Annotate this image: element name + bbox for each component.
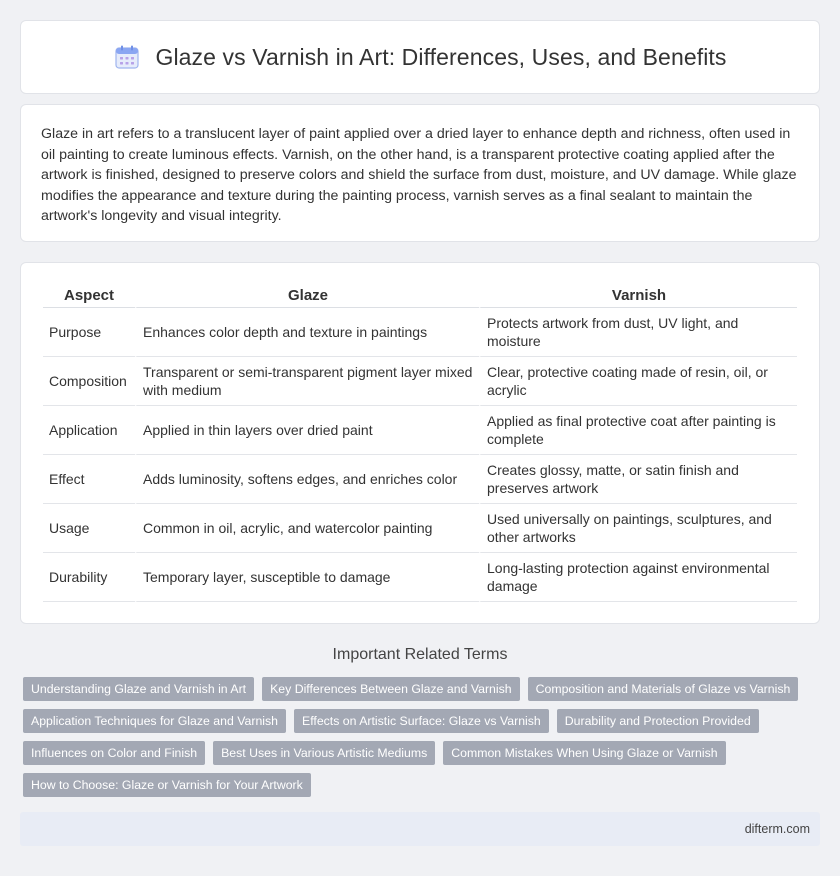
related-terms-list	[23, 677, 823, 797]
cell-varnish: Clear, protective coating made of resin, oil, or acrylic	[479, 357, 797, 406]
related-term-link[interactable]: Best Uses in Various Artistic Mediums	[213, 741, 435, 765]
related-term-link[interactable]: Durability and Protection Provided	[557, 709, 759, 733]
cell-glaze: Enhances color depth and texture in paintings	[135, 308, 479, 357]
column-header-glaze: Glaze	[135, 283, 479, 308]
related-term-link[interactable]: Key Differences Between Glaze and Varnish	[262, 677, 520, 701]
cell-aspect: Durability	[43, 553, 135, 602]
header-card	[20, 20, 820, 94]
table-row	[43, 504, 797, 553]
cell-glaze: Adds luminosity, softens edges, and enriches color	[135, 455, 479, 504]
related-term-link[interactable]: Common Mistakes When Using Glaze or Varnish	[443, 741, 725, 765]
table-row	[43, 357, 797, 406]
page-title: Glaze vs Varnish in Art: Differences, Uses, and Benefits	[155, 43, 727, 70]
cell-varnish: Creates glossy, matte, or satin finish and preserves artwork	[479, 455, 797, 504]
table-row	[43, 406, 797, 455]
related-term-link[interactable]: Composition and Materials of Glaze vs Varnish	[528, 677, 799, 701]
intro-paragraph: Glaze in art refers to a translucent layer of paint applied over a dried layer to enhance depth and richness, often used in oil painting to create luminous effects. Varnish, on the other hand, is a transparent protective coating applied after the artwork is finished, designed to preserve colors and shield the surface from dust, moisture, and UV damage. While glaze modifies the appearance and texture during the painting process, varnish serves as a final sealant to maintain the artwork's longevity and visual integrity.	[41, 126, 797, 225]
related-term-link[interactable]: Influences on Color and Finish	[23, 741, 205, 765]
comparison-table	[43, 283, 797, 602]
related-terms-heading: Important Related Terms	[332, 646, 508, 663]
cell-aspect: Purpose	[43, 308, 135, 357]
related-terms-section	[0, 646, 840, 664]
related-term-link[interactable]: Understanding Glaze and Varnish in Art	[23, 677, 254, 701]
cell-glaze: Common in oil, acrylic, and watercolor painting	[135, 504, 479, 553]
related-term-link[interactable]: Application Techniques for Glaze and Varnish	[23, 709, 286, 733]
cell-glaze: Applied in thin layers over dried paint	[135, 406, 479, 455]
cell-aspect: Composition	[43, 357, 135, 406]
cell-varnish: Used universally on paintings, sculptures, and other artworks	[479, 504, 797, 553]
column-header-aspect: Aspect	[43, 283, 135, 308]
cell-varnish: Long-lasting protection against environmental damage	[479, 553, 797, 602]
table-row	[43, 455, 797, 504]
cell-aspect: Effect	[43, 455, 135, 504]
table-row	[43, 553, 797, 602]
cell-varnish: Applied as final protective coat after painting is complete	[479, 406, 797, 455]
cell-aspect: Usage	[43, 504, 135, 553]
table-header-row	[43, 283, 797, 308]
header-title-wrap	[113, 43, 726, 71]
related-term-link[interactable]: How to Choose: Glaze or Varnish for Your Artwork	[23, 773, 311, 797]
cell-varnish: Protects artwork from dust, UV light, and moisture	[479, 308, 797, 357]
footer-bar	[20, 812, 820, 846]
comparison-card	[20, 262, 820, 624]
footer-site-name: difterm.com	[744, 822, 810, 836]
intro-card	[20, 104, 820, 242]
table-row	[43, 308, 797, 357]
column-header-varnish: Varnish	[479, 283, 797, 308]
cell-glaze: Temporary layer, susceptible to damage	[135, 553, 479, 602]
calendar-icon	[113, 43, 141, 71]
related-term-link[interactable]: Effects on Artistic Surface: Glaze vs Varnish	[294, 709, 549, 733]
cell-aspect: Application	[43, 406, 135, 455]
cell-glaze: Transparent or semi-transparent pigment layer mixed with medium	[135, 357, 479, 406]
